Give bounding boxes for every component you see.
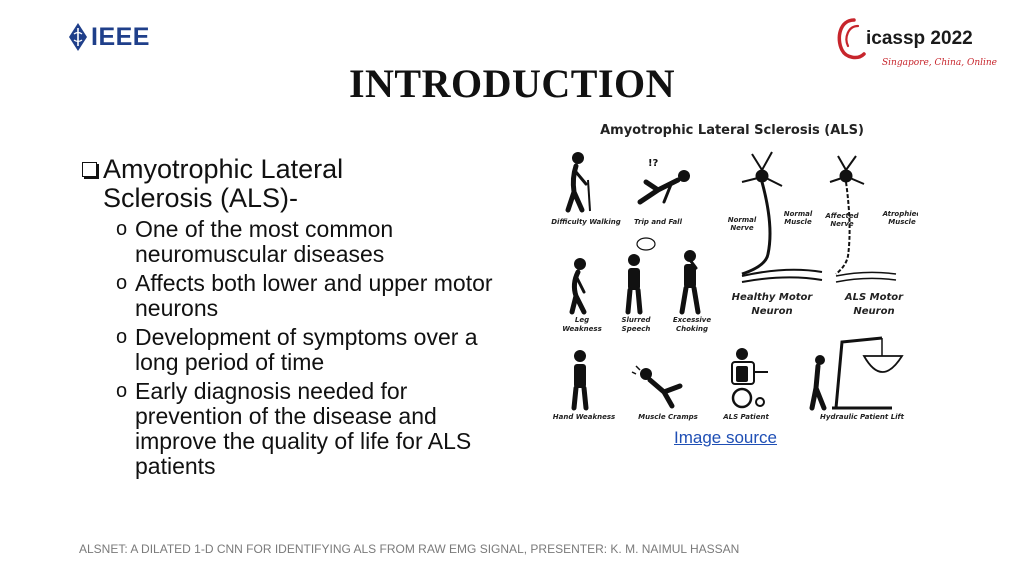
icassp-tagline: Singapore, China, Online [882, 58, 997, 68]
sub-bullet-text: Affects both lower and upper motor neurons [135, 270, 493, 321]
slurred-speech-figure [628, 238, 655, 312]
label-weakness: Weakness [562, 325, 602, 333]
sub-bullet-item [116, 379, 510, 479]
als-infographic [546, 116, 918, 430]
label-normal-muscle-1: Normal [783, 210, 813, 218]
label-muscle-cramps: Muscle Cramps [638, 413, 698, 421]
slide-footer: ALSNET: A DILATED 1-D CNN FOR IDENTIFYING ALS FROM RAW EMG SIGNAL, PRESENTER: K. M. NAIMUL HASSAN [79, 542, 740, 556]
excessive-choking-figure [682, 250, 698, 312]
slide-title: INTRODUCTION [348, 61, 676, 106]
sub-bullet-text: Early diagnosis needed for prevention of the disease and improve the quality of life for ALS patients [135, 378, 472, 479]
label-leg: Leg [574, 316, 590, 324]
hydraulic-lift-figure [812, 338, 902, 408]
checkbox-bullet-icon [82, 162, 97, 177]
main-bullet [80, 155, 510, 213]
label-affected-nerve-1: Affected [825, 212, 859, 220]
label-atrophied-muscle-1: Atrophied [882, 210, 918, 218]
image-source-link[interactable]: Image source [674, 428, 777, 447]
figure-title: Amyotrophic Lateral Sclerosis (ALS) [600, 123, 864, 138]
muscle-cramps-figure [632, 366, 680, 406]
label-als-motor: ALS Motor [844, 292, 904, 303]
sub-bullet-text: Development of symptoms over a long period of time [135, 324, 478, 375]
leg-weakness-figure [572, 258, 586, 312]
sub-bullet-text: One of the most common neuromuscular diseases [135, 216, 394, 267]
label-healthy-motor: Healthy Motor [731, 292, 813, 303]
als-patient-figure [732, 348, 768, 407]
sub-bullet-item [116, 325, 510, 375]
difficulty-walking-figure [568, 152, 590, 211]
label-als-patient: ALS Patient [723, 413, 769, 421]
label-excessive: Excessive [672, 316, 712, 324]
label-als-neuron: Neuron [853, 306, 895, 317]
main-bullet-text: Amyotrophic Lateral Sclerosis (ALS)- [103, 154, 344, 213]
label-normal-nerve-1: Normal [727, 216, 757, 224]
bullet-list [80, 155, 510, 483]
icassp-name: icassp 2022 [866, 28, 973, 49]
label-affected-nerve-2: Nerve [830, 220, 854, 228]
label-hand-weakness: Hand Weakness [552, 413, 616, 421]
als-infographic-svg [546, 116, 918, 430]
circle-bullet-icon: o [116, 218, 128, 240]
label-choking: Choking [676, 325, 708, 333]
label-healthy-neuron: Neuron [751, 306, 793, 317]
label-normal-muscle-2: Muscle [784, 218, 812, 226]
label-slurred: Slurred [621, 316, 651, 324]
circle-bullet-icon: o [116, 380, 128, 402]
sub-bullet-item [116, 271, 510, 321]
svg-text:!?: !? [648, 158, 659, 169]
label-normal-nerve-2: Nerve [730, 224, 754, 232]
label-trip-and-fall: Trip and Fall [634, 218, 682, 226]
label-speech: Speech [621, 325, 651, 333]
circle-bullet-icon: o [116, 326, 128, 348]
ieee-logo-text: IEEE [91, 22, 150, 51]
ieee-logo [68, 22, 150, 52]
sub-bullet-item [116, 217, 510, 267]
sub-bullet-list [116, 217, 510, 479]
trip-and-fall-figure [640, 158, 690, 202]
hand-weakness-figure [574, 350, 586, 408]
label-atrophied-muscle-2: Muscle [888, 218, 916, 226]
circle-bullet-icon: o [116, 272, 128, 294]
label-difficulty-walking: Difficulty Walking [551, 218, 621, 226]
label-hydraulic-lift: Hydraulic Patient Lift [820, 413, 904, 421]
ieee-diamond-icon [68, 22, 88, 52]
